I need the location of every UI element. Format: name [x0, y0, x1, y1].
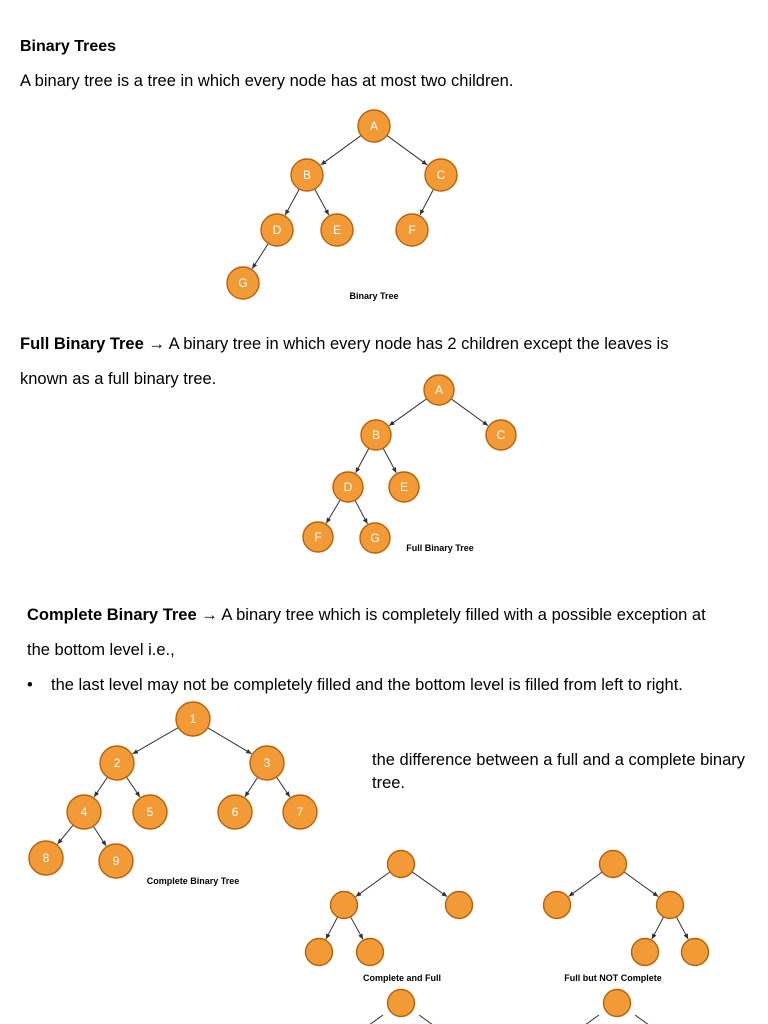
- bullet-item: [27, 676, 683, 695]
- complete-binary-term: Complete Binary Tree: [27, 606, 197, 624]
- caption-complete-and-full: Complete and Full: [362, 973, 442, 983]
- binary-tree: [227, 110, 457, 299]
- side-note: the difference between a full and a complete binary tree.: [372, 751, 746, 792]
- tree-node: [357, 939, 384, 966]
- tree-edge: [412, 872, 447, 897]
- full-not-complete-tree: [544, 851, 709, 966]
- tree-edge: [276, 777, 289, 797]
- tree-edge: [133, 728, 179, 754]
- tree-edge: [93, 826, 106, 846]
- tree-node-label: G: [238, 276, 248, 290]
- full-arrow: →: [148, 335, 165, 353]
- complete-binary-desc-cont: the bottom level i.e.,: [27, 641, 175, 659]
- tree-node-label: E: [332, 223, 342, 237]
- tree-edge: [315, 189, 329, 215]
- tree-node-label: 1: [189, 712, 197, 726]
- page-heading: Binary Trees: [20, 38, 117, 55]
- caption-full-binary-tree: Full Binary Tree: [406, 543, 474, 553]
- tree-node: [600, 851, 627, 878]
- bullet-text: the last level may not be completely filled and the bottom level is filled from left to right.: [51, 676, 683, 694]
- tree-node-label: D: [343, 480, 353, 494]
- complete-binary-desc: A binary tree which is completely filled with a possible exception at: [221, 606, 706, 624]
- tree-node: [446, 892, 473, 919]
- tree-edge: [419, 1015, 433, 1024]
- tree-node: [632, 939, 659, 966]
- tree-node: [388, 851, 415, 878]
- tree-edge: [94, 777, 107, 797]
- tree-edge: [624, 872, 658, 897]
- tree-edge: [389, 399, 427, 426]
- complete-binary-paragraph: [27, 606, 706, 625]
- tree-edge: [208, 728, 252, 754]
- bullet-marker: •: [27, 676, 33, 694]
- tree-node: [657, 892, 684, 919]
- tree-edge: [356, 872, 390, 897]
- tree-edge: [652, 917, 664, 939]
- tree-node: [331, 892, 358, 919]
- tree-node-label: B: [302, 168, 312, 182]
- complete-arrow: →: [201, 606, 218, 624]
- tree-edge: [356, 448, 369, 473]
- tree-node: [604, 990, 631, 1017]
- tree-edge: [569, 872, 602, 896]
- tree-edge: [355, 500, 367, 524]
- tree-node-label: 9: [112, 854, 120, 868]
- full-binary-term: Full Binary Tree: [20, 335, 144, 353]
- tree-edge: [321, 135, 361, 165]
- tree-edge: [326, 500, 340, 523]
- complete-and-full-tree: [306, 851, 473, 966]
- tree-edge: [451, 399, 488, 426]
- full-binary-desc-cont: known as a full binary tree.: [20, 370, 217, 388]
- tree-node-label: E: [399, 480, 409, 494]
- tree-node-label: 2: [113, 756, 121, 770]
- tree-node-label: G: [370, 531, 380, 545]
- caption-binary-tree: Binary Tree: [349, 291, 399, 301]
- tree-edge: [369, 1015, 383, 1024]
- tree-node-label: D: [272, 223, 282, 237]
- tree-edge: [252, 243, 268, 268]
- caption-complete-binary-tree: Complete Binary Tree: [146, 876, 240, 886]
- tree-edge: [326, 917, 338, 939]
- tree-node-label: C: [496, 428, 506, 442]
- tree-node-label: 5: [146, 805, 154, 819]
- tree-edge: [420, 189, 434, 215]
- tree-edge: [383, 448, 396, 473]
- tree-node: [306, 939, 333, 966]
- tree-node-label: 7: [296, 805, 304, 819]
- tree-edge: [245, 777, 258, 797]
- tree-edge: [285, 189, 299, 215]
- tree-node-label: C: [436, 168, 446, 182]
- intro-paragraph: A binary tree is a tree in which every node has at most two children.: [20, 72, 514, 90]
- tree-edge: [676, 917, 688, 939]
- tree-edge: [126, 777, 139, 797]
- tree-edge: [585, 1015, 599, 1024]
- tree-node-label: A: [434, 383, 444, 397]
- partial-tree-left: [369, 990, 433, 1024]
- full-binary-desc: A binary tree in which every node has 2 children except the leaves is: [168, 335, 669, 353]
- full-binary-paragraph: [20, 335, 668, 354]
- tree-node: [388, 990, 415, 1017]
- tree-node: [544, 892, 571, 919]
- caption-full-not-complete: Full but NOT Complete: [564, 973, 662, 983]
- full-binary-tree: [303, 375, 516, 553]
- tree-node-label: 8: [42, 851, 50, 865]
- tree-edge: [351, 917, 363, 939]
- tree-node-label: A: [369, 119, 379, 133]
- tree-node-label: F: [408, 223, 416, 237]
- partial-tree-right: [585, 990, 649, 1024]
- complete-binary-tree: [29, 702, 317, 878]
- tree-edge: [387, 135, 427, 165]
- tree-node-label: B: [371, 428, 381, 442]
- tree-node-label: F: [314, 530, 322, 544]
- tree-node-label: 4: [80, 805, 88, 819]
- tree-edge: [57, 825, 73, 844]
- tree-node-label: 3: [263, 756, 271, 770]
- tree-node-label: 6: [231, 805, 239, 819]
- tree-edge: [635, 1015, 649, 1024]
- tree-node: [682, 939, 709, 966]
